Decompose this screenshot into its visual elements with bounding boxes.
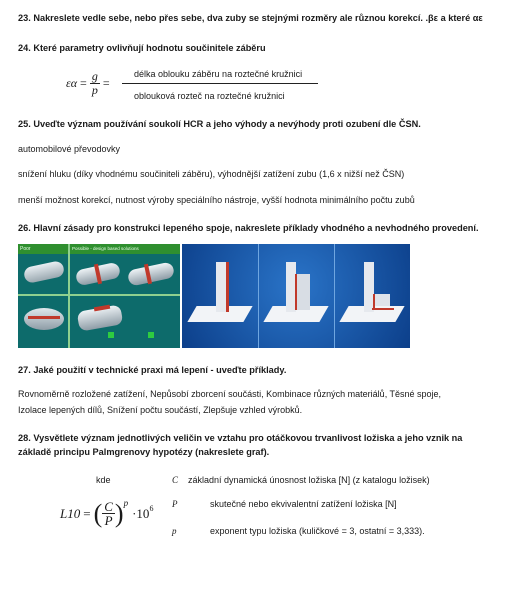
bracket-foot	[374, 294, 390, 306]
fraction-denominator: P	[104, 513, 113, 528]
panel-divider	[258, 244, 259, 348]
l10-symbol: L10	[60, 505, 81, 521]
answer-line: automobilové převodovky	[18, 144, 121, 154]
epsilon-symbol: εα	[66, 76, 78, 90]
column-divider	[68, 244, 70, 348]
question-25-title: 25. Uveďte význam používání soukolí HCR a jeho výhody a nevýhody proti ozubení dle ČSN.	[18, 119, 421, 129]
question-28-title-line2: základě principu Palmgrenovy hypotézy (nakreslete graf).	[18, 447, 270, 457]
fraction-denominator: p	[91, 83, 98, 97]
bracket-upright	[216, 262, 226, 312]
question-23-title: 23. Nakreslete vedle sebe, nebo přes sebe, dva zuby se stejnými rozměry ale různou korekcí. .βε a které αε	[18, 13, 483, 23]
exponent-six: 6	[149, 504, 154, 513]
adhesive-layer	[28, 316, 60, 319]
poor-label: Poor	[18, 244, 70, 254]
answer-line: Rovnoměrně rozložené zatížení, Nepůsobí zborcení součásti, Kombinace různých materiálů, Těsné spoje,	[18, 389, 442, 399]
adhesive-layer	[226, 262, 229, 312]
equals-sign: =	[80, 76, 87, 90]
times-ten: ·10	[132, 505, 150, 521]
def-symbol-c: C	[172, 475, 179, 485]
question-26-title: 26. Hlavní zásady pro konstrukci lepeného spoje, nakreslete příklady vhodného a nevhodného provedení.	[18, 223, 479, 233]
bonded-joint-examples-image	[18, 244, 180, 348]
def-symbol-exponent: p	[172, 526, 177, 536]
formula-numerator-text: délka oblouku záběru na roztečné kružnici	[134, 69, 303, 79]
panel-divider	[334, 244, 335, 348]
left-paren-icon: (	[93, 498, 103, 528]
answer-line: menší možnost korekcí, nutnost výroby speciálního nástroje, vyšší hodnota minimálního počtu zubů	[18, 195, 415, 205]
equals-sign: =	[83, 505, 91, 521]
def-text-p: skutečné nebo ekvivalentní zatížení ložiska [N]	[210, 499, 397, 509]
fraction-line	[122, 83, 318, 84]
adhesive-layer	[295, 274, 297, 310]
adhesive-layer	[372, 308, 394, 310]
bearing-life-formula	[60, 500, 153, 527]
bracket-joint-examples-image	[182, 244, 410, 348]
def-text-exponent: exponent typu ložiska (kuličkové = 3, ostatní = 3,333).	[210, 526, 425, 536]
tube-joint-shape	[23, 260, 65, 284]
question-27-title: 27. Jaké použití v technické praxi má lepení - uveďte příklady.	[18, 365, 287, 375]
bracket-reinforcement	[296, 274, 310, 310]
arrow-marker	[108, 332, 114, 338]
contact-ratio-formula	[66, 70, 110, 97]
question-24-title: 24. Které parametry ovlivňují hodnotu součinitele záběru	[18, 43, 266, 53]
tube-joint-shape	[24, 308, 64, 330]
c-over-p-fraction	[102, 500, 115, 527]
def-symbol-p: P	[172, 499, 178, 509]
kde-label: kde	[96, 475, 111, 485]
question-28-title-line1: 28. Vysvětlete význam jednotlivých veličin ve vztahu pro otáčkovou trvanlivost ložiska a jeho vznik na	[18, 433, 463, 443]
answer-line: snížení hluku (díky vhodnému součiniteli záběru), výhodnější zatížení zubu (1,6 x nižší než ČSN)	[18, 169, 405, 179]
g-over-p-fraction	[90, 70, 100, 97]
possible-label: Possible - design based solutions	[70, 244, 180, 254]
formula-denominator-text: oblouková rozteč na roztečné kružnici	[134, 91, 285, 101]
def-text-c: základní dynamická únosnost ložiska [N] (z katalogu ložisek)	[188, 475, 430, 485]
exponent-p: p	[123, 498, 129, 508]
answer-line: Izolace lepených dílů, Snížení počtu součástí, Zlepšuje vzhled výrobků.	[18, 405, 303, 415]
fraction-numerator: g	[91, 69, 98, 83]
equals-sign-2: =	[102, 76, 110, 90]
arrow-marker	[148, 332, 154, 338]
right-paren-icon: )	[114, 498, 124, 528]
fraction-numerator: C	[104, 499, 113, 514]
row-divider	[18, 294, 180, 296]
